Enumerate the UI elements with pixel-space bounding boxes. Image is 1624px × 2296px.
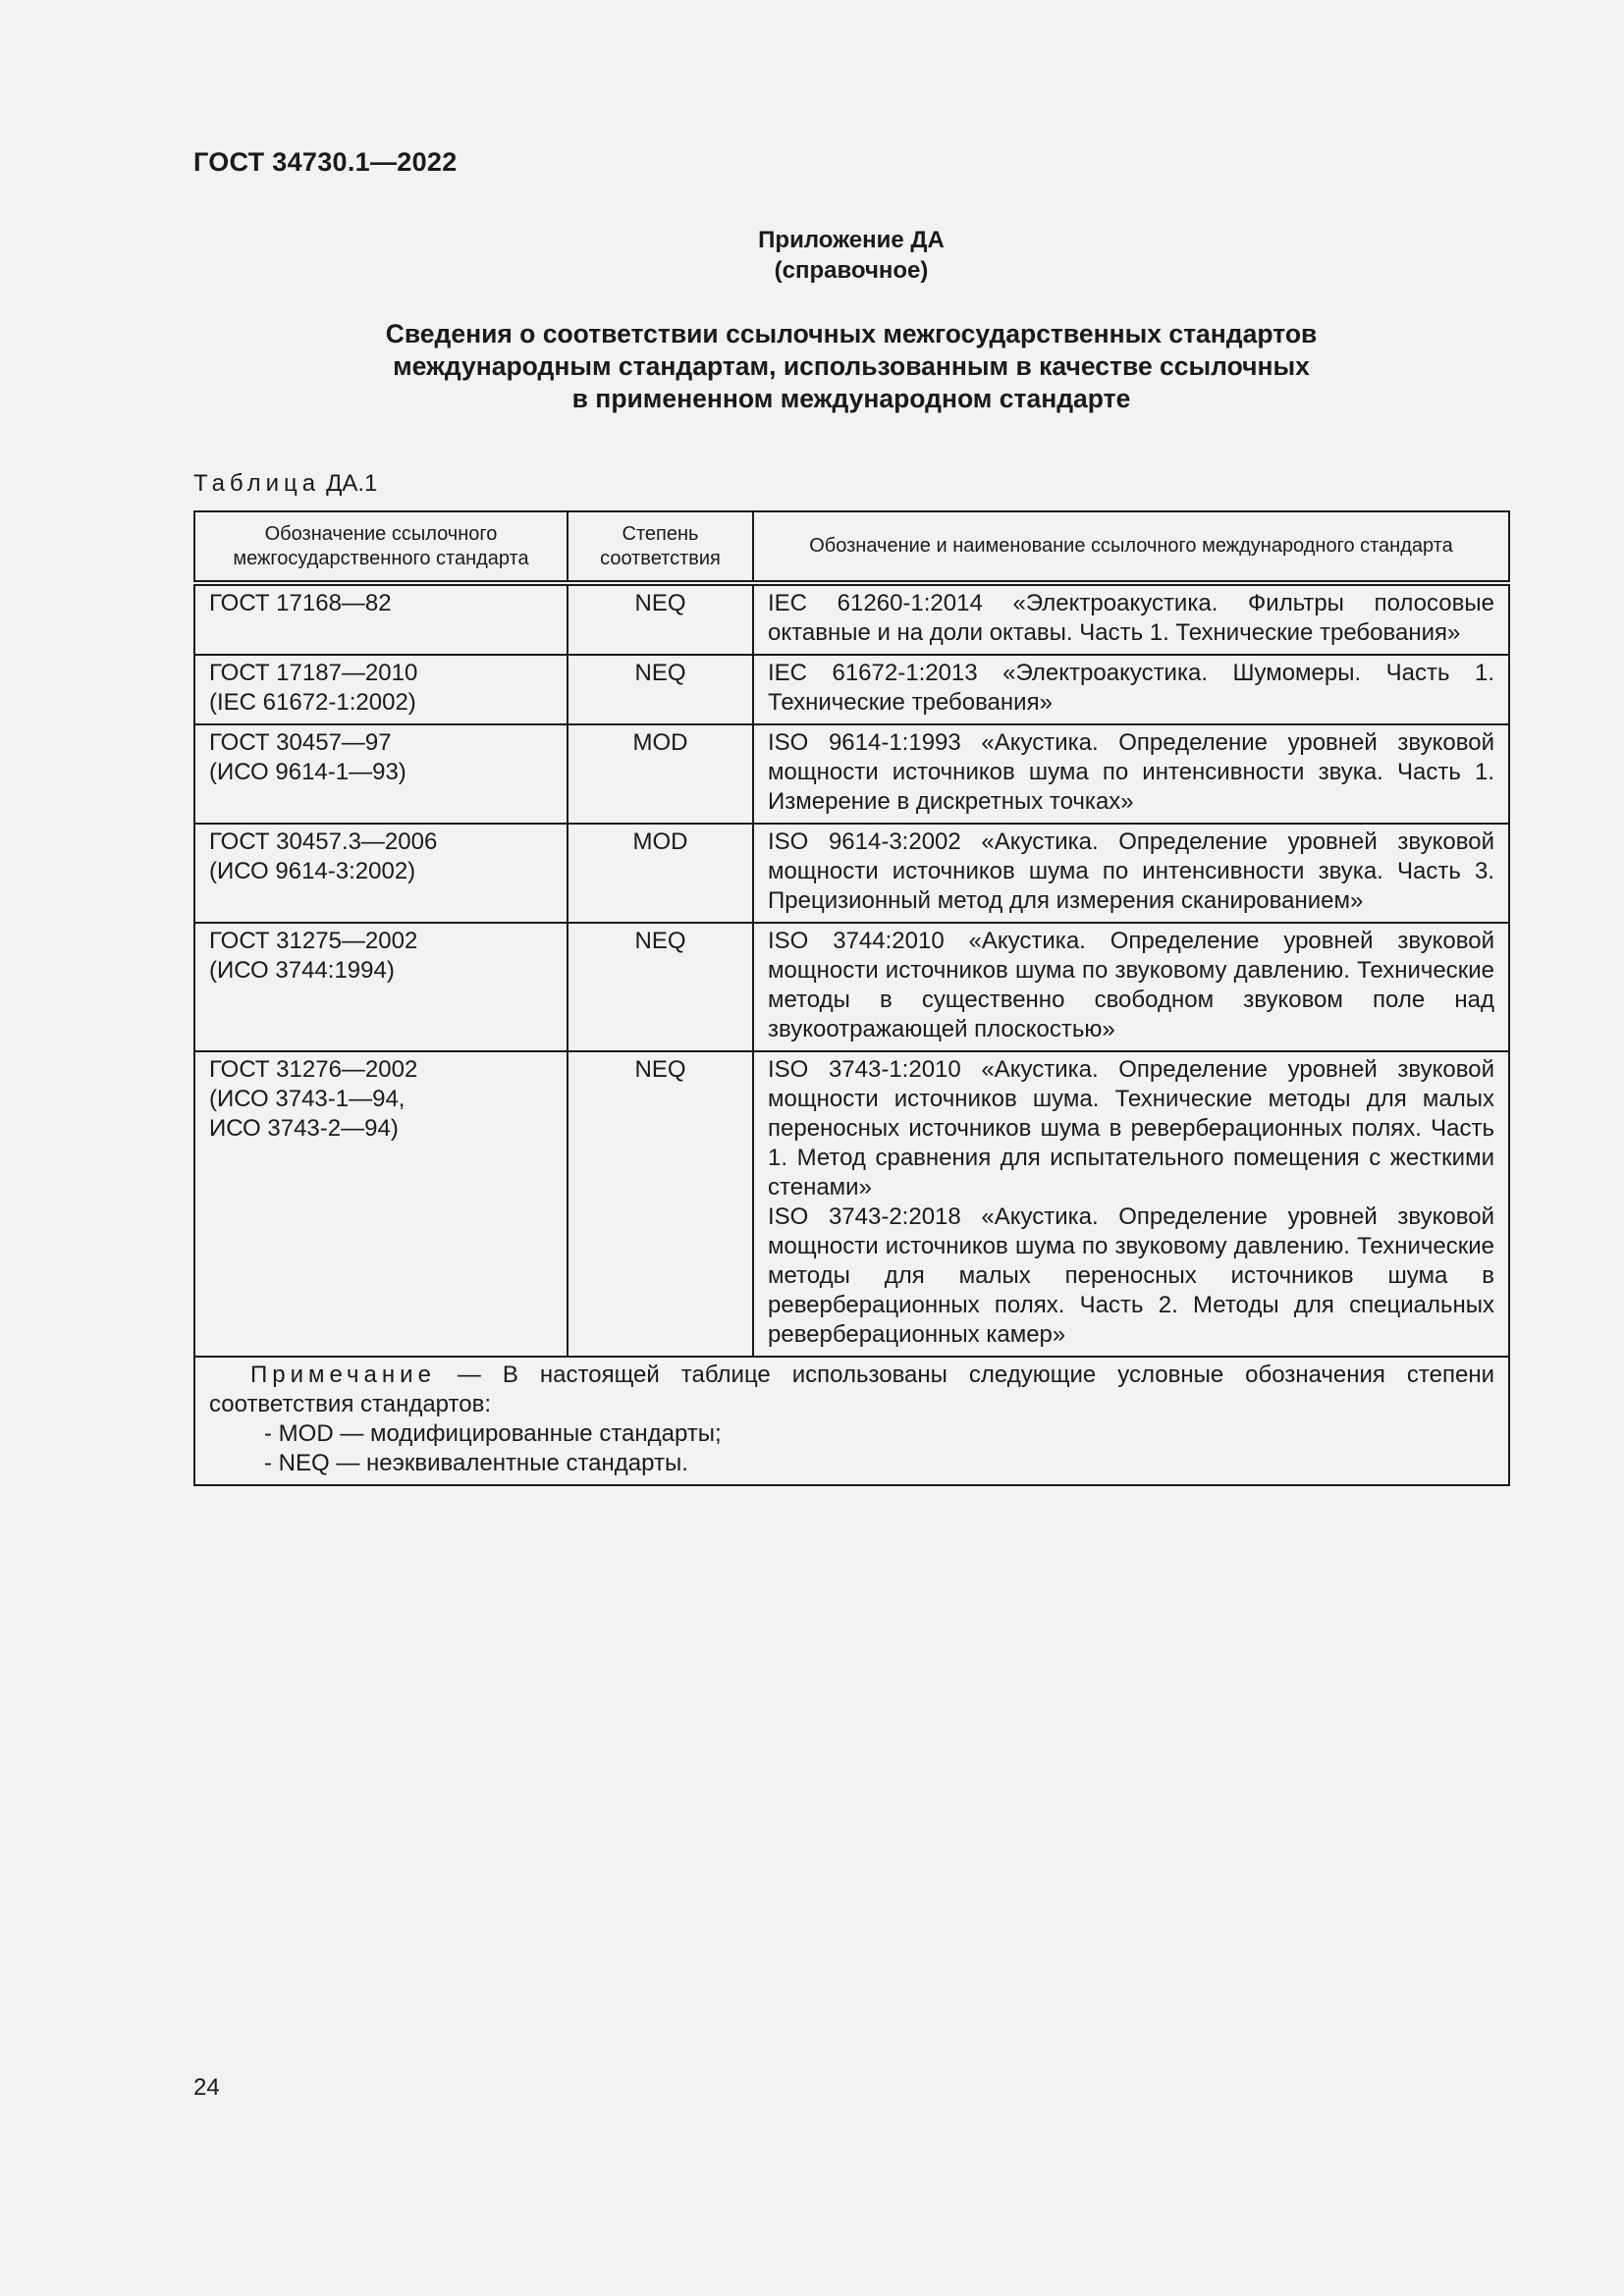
interstate-standard-line: ГОСТ 17168—82 (209, 590, 392, 616)
note-label: Примечание (250, 1362, 436, 1388)
cell-degree: NEQ (568, 583, 753, 655)
international-standard-entry: ISO 9614-3:2002 «Акустика. Определение уровней звуковой мощности источников шума по интенсивности звука. Часть 3. Прецизионный метод для измерения сканированием» (768, 828, 1494, 914)
international-standard-entry: ISO 3744:2010 «Акустика. Определение уровней звуковой мощности источников шума по звуковому давлению. Технические методы в существенно свободном звуковом поле над звукоотражающей плоскостью» (768, 928, 1494, 1042)
international-standard-entry: ISO 9614-1:1993 «Акустика. Определение уровней звуковой мощности источников шума по интенсивности звука. Часть 1. Измерение в дискретных точках» (768, 729, 1494, 815)
cell-interstate-standard (194, 1051, 568, 1357)
appendix-label: Приложение ДА (758, 227, 945, 253)
correspondence-table (193, 510, 1510, 1486)
cell-degree: NEQ (568, 923, 753, 1051)
cell-degree: NEQ (568, 1051, 753, 1357)
title-line-1: Сведения о соответствии ссылочных межгосударственных стандартов (385, 319, 1318, 348)
section-title (193, 318, 1509, 415)
interstate-standard-line: (ИСО 9614-1—93) (209, 759, 406, 785)
note-item-neq: - NEQ — неэквивалентные стандарты. (264, 1450, 688, 1476)
document-id: ГОСТ 34730.1—2022 (193, 147, 458, 177)
appendix-heading (193, 225, 1509, 286)
cell-degree: NEQ (568, 655, 753, 724)
header-interstate-standard: Обозначение ссылочного межгосударственного стандарта (194, 511, 568, 583)
international-standard-entry: IEC 61260-1:2014 «Электроакустика. Фильтры полосовые октавные и на доли октавы. Часть 1. Технические требования» (768, 590, 1494, 646)
table-note-row (194, 1357, 1509, 1485)
appendix-type: (справочное) (774, 257, 929, 284)
page-number: 24 (193, 2074, 220, 2101)
international-standard-entry: ISO 3743-2:2018 «Акустика. Определение уровней звуковой мощности источников шума по звуковому давлению. Технические методы для малых переносных источников шума в реверберационных полях. Часть 2. Методы для специальных реверберационных камер» (768, 1203, 1494, 1348)
cell-interstate-standard (194, 824, 568, 923)
interstate-standard-line: ИСО 3743-2—94) (209, 1115, 399, 1142)
table-row (194, 1051, 1509, 1357)
header-international-standard: Обозначение и наименование ссылочного международного стандарта (753, 511, 1509, 583)
cell-international-standard (753, 923, 1509, 1051)
table-row (194, 583, 1509, 655)
interstate-standard-line: (IEC 61672-1:2002) (209, 689, 416, 716)
interstate-standard-line: (ИСО 9614-3:2002) (209, 858, 416, 884)
interstate-standard-line: ГОСТ 31275—2002 (209, 928, 418, 954)
table-row (194, 824, 1509, 923)
table-note (194, 1357, 1509, 1485)
interstate-standard-line: (ИСО 3743-1—94, (209, 1086, 406, 1112)
cell-international-standard (753, 1051, 1509, 1357)
cell-international-standard (753, 583, 1509, 655)
title-line-2: международным стандартам, использованным в качестве ссылочных (393, 351, 1310, 381)
table-row (194, 724, 1509, 824)
cell-degree: MOD (568, 824, 753, 923)
cell-international-standard (753, 655, 1509, 724)
cell-interstate-standard (194, 583, 568, 655)
interstate-standard-line: ГОСТ 30457—97 (209, 729, 392, 756)
cell-interstate-standard (194, 655, 568, 724)
table-caption (193, 470, 377, 498)
note-text: — В настоящей таблице использованы следующие условные обозначения степени соответствия стандартов: (209, 1362, 1494, 1417)
interstate-standard-line: ГОСТ 30457.3—2006 (209, 828, 438, 855)
note-item-mod: - MOD — модифицированные стандарты; (264, 1420, 722, 1447)
table-row (194, 923, 1509, 1051)
cell-degree: MOD (568, 724, 753, 824)
international-standard-entry: IEC 61672-1:2013 «Электроакустика. Шумомеры. Часть 1. Технические требования» (768, 660, 1494, 716)
interstate-standard-line: (ИСО 3744:1994) (209, 957, 395, 984)
table-body (194, 583, 1509, 1357)
note-lead (209, 1361, 1494, 1419)
interstate-standard-line: ГОСТ 17187—2010 (209, 660, 418, 686)
cell-international-standard (753, 824, 1509, 923)
header-degree: Степень соответствия (568, 511, 753, 583)
cell-interstate-standard (194, 724, 568, 824)
table-caption-id: ДА.1 (326, 470, 378, 497)
cell-international-standard (753, 724, 1509, 824)
interstate-standard-line: ГОСТ 31276—2002 (209, 1056, 418, 1083)
cell-interstate-standard (194, 923, 568, 1051)
table-caption-word: Таблица (193, 470, 321, 497)
table-row (194, 655, 1509, 724)
table-header-row (194, 511, 1509, 583)
title-line-3: в примененном международном стандарте (571, 384, 1131, 413)
international-standard-entry: ISO 3743-1:2010 «Акустика. Определение уровней звуковой мощности источников шума. Технические методы для малых переносных источников шума в реверберационных полях. Часть 1. Метод сравнения для испытательного помещения с жесткими стенами» (768, 1056, 1494, 1201)
